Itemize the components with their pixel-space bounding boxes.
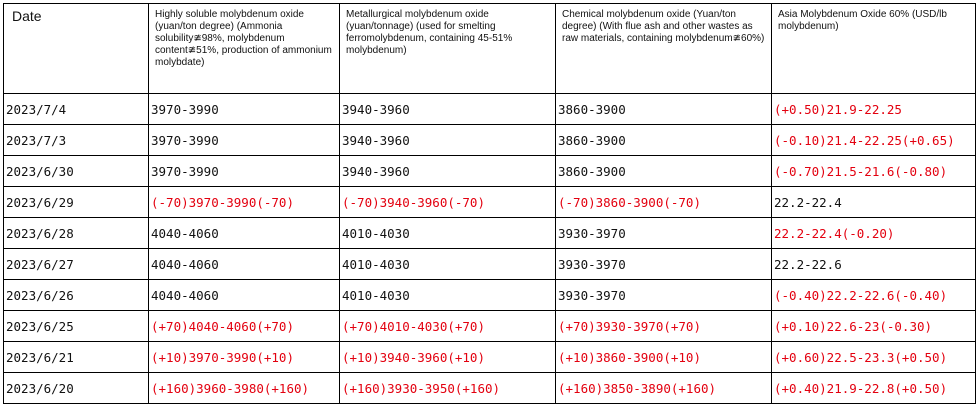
high-soluble-cell: (+160)3960-3980(+160) [149,373,340,404]
metallurgical-cell: 3940-3960 [340,125,556,156]
chemical-cell: (-70)3860-3900(-70) [556,187,772,218]
molybdenum-price-table [3,3,976,404]
metallurgical-cell: 4010-4030 [340,218,556,249]
date-cell: 2023/6/25 [4,311,149,342]
table-row [4,373,976,404]
chemical-cell: 3860-3900 [556,94,772,125]
metallurgical-cell: (+70)4010-4030(+70) [340,311,556,342]
asia-cell: 22.2-22.4 [772,187,976,218]
chemical-cell: 3860-3900 [556,156,772,187]
table-row [4,342,976,373]
date-cell: 2023/6/27 [4,249,149,280]
header-date: Date [4,4,149,94]
asia-cell: (+0.40)21.9-22.8(+0.50) [772,373,976,404]
table-row [4,311,976,342]
date-cell: 2023/6/20 [4,373,149,404]
date-cell: 2023/7/3 [4,125,149,156]
asia-cell: 22.2-22.6 [772,249,976,280]
header-high-soluble: Highly soluble molybdenum oxide (yuan/ton degree) (Ammonia solubility≇98%, molybdenum content≇51%, production of ammonium molybdate) [149,4,340,94]
header-metallurgical: Metallurgical molybdenum oxide (yuan/tonnage) (used for smelting ferromolybdenum, containing 45-51% molybdenum) [340,4,556,94]
table-row [4,187,976,218]
chemical-cell: (+70)3930-3970(+70) [556,311,772,342]
date-cell: 2023/6/30 [4,156,149,187]
date-cell: 2023/6/28 [4,218,149,249]
high-soluble-cell: (+70)4040-4060(+70) [149,311,340,342]
table-row [4,156,976,187]
chemical-cell: (+160)3850-3890(+160) [556,373,772,404]
chemical-cell: (+10)3860-3900(+10) [556,342,772,373]
table-row [4,249,976,280]
asia-cell: (+0.50)21.9-22.25 [772,94,976,125]
date-cell: 2023/6/21 [4,342,149,373]
asia-cell: (+0.60)22.5-23.3(+0.50) [772,342,976,373]
metallurgical-cell: 4010-4030 [340,280,556,311]
chemical-cell: 3860-3900 [556,125,772,156]
date-cell: 2023/6/29 [4,187,149,218]
high-soluble-cell: 3970-3990 [149,125,340,156]
metallurgical-cell: (+10)3940-3960(+10) [340,342,556,373]
high-soluble-cell: 4040-4060 [149,249,340,280]
chemical-cell: 3930-3970 [556,280,772,311]
header-chemical: Chemical molybdenum oxide (Yuan/ton degree) (With flue ash and other wastes as raw materials, containing molybdenum≇60%) [556,4,772,94]
table-row [4,125,976,156]
high-soluble-cell: 3970-3990 [149,94,340,125]
date-cell: 2023/6/26 [4,280,149,311]
date-cell: 2023/7/4 [4,94,149,125]
asia-cell: (-0.70)21.5-21.6(-0.80) [772,156,976,187]
high-soluble-cell: 4040-4060 [149,218,340,249]
table-row [4,94,976,125]
asia-cell: (-0.40)22.2-22.6(-0.40) [772,280,976,311]
header-asia: Asia Molybdenum Oxide 60% (USD/lb molybdenum) [772,4,976,94]
metallurgical-cell: 3940-3960 [340,94,556,125]
asia-cell: 22.2-22.4(-0.20) [772,218,976,249]
header-row [4,4,976,94]
metallurgical-cell: 3940-3960 [340,156,556,187]
asia-cell: (-0.10)21.4-22.25(+0.65) [772,125,976,156]
table-row [4,218,976,249]
high-soluble-cell: (-70)3970-3990(-70) [149,187,340,218]
high-soluble-cell: 3970-3990 [149,156,340,187]
chemical-cell: 3930-3970 [556,218,772,249]
metallurgical-cell: 4010-4030 [340,249,556,280]
table-row [4,280,976,311]
asia-cell: (+0.10)22.6-23(-0.30) [772,311,976,342]
metallurgical-cell: (+160)3930-3950(+160) [340,373,556,404]
high-soluble-cell: (+10)3970-3990(+10) [149,342,340,373]
chemical-cell: 3930-3970 [556,249,772,280]
high-soluble-cell: 4040-4060 [149,280,340,311]
metallurgical-cell: (-70)3940-3960(-70) [340,187,556,218]
